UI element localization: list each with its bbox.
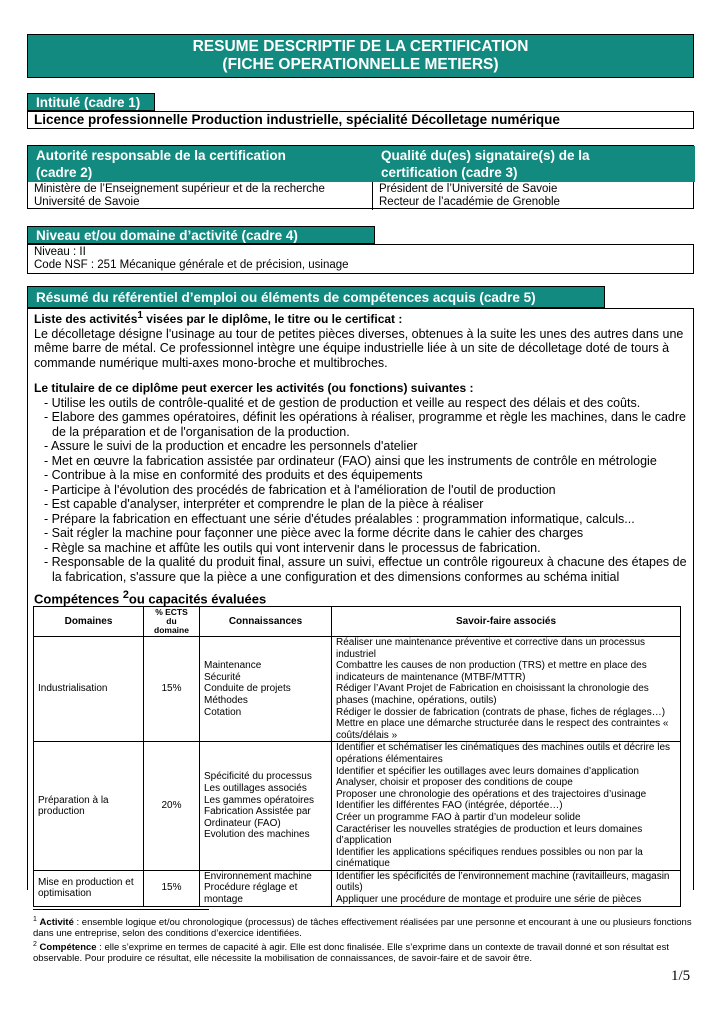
- connaissance-item: Spécificité du processus: [204, 771, 312, 783]
- cadre3-line: Recteur de l’académie de Grenoble: [379, 196, 560, 208]
- footnote-2: [33, 939, 694, 964]
- connaissance-item: Evolution des machines: [204, 829, 310, 841]
- connaissance-item: Méthodes: [204, 694, 248, 706]
- connaissance-item: Cotation: [204, 706, 242, 718]
- header-connaissances: Connaissances: [200, 607, 332, 637]
- cadre2-heading-line2: (cadre 2): [36, 165, 93, 180]
- function-item: - Utilise les outils de contrôle-qualité et de gestion de production et veille au respect des délais et des coûts.: [44, 395, 641, 410]
- functions-lead: Le titulaire de ce diplôme peut exercer les activités (ou fonctions) suivantes :: [34, 381, 474, 395]
- connaissances-cell: [200, 637, 332, 742]
- function-item: - Responsable de la qualité du produit final, assure un suivi, effectue un contrôle rigoureux à chacune des étapes de la fabrication, s'assure que la pièce a une configuration et des dimensions conformes au schéma initial: [44, 555, 687, 584]
- connaissances-cell: [200, 870, 332, 906]
- savoir-faire-item: Réaliser une maintenance préventive et corrective dans un processus industriel: [336, 637, 646, 660]
- footnote-1-text: : ensemble logique et/ou chronologique (processus) de tâches effectivement réalisées par une personne et encourant à une ou plusieurs fonctions dans une entreprise, selon des conditions d’exercice identifiées.: [33, 917, 692, 940]
- function-item: - Assure le suivi de la production et encadre les personnels d'atelier: [44, 439, 418, 453]
- competences-title: [34, 589, 266, 606]
- activities-intro: [34, 309, 689, 370]
- savoir-faire-item: Rédiger l’Avant Projet de Fabrication en choisissant la chronologie des phases (machine, opérations, outils): [336, 683, 649, 706]
- function-item: - Prépare la fabrication en effectuant une série d'études préalables : programmation informatique, calculs...: [44, 511, 635, 526]
- cadre5-heading: Résumé du référentiel d’emploi ou éléments de compétences acquis (cadre 5): [27, 286, 605, 308]
- savoir-faire-item: Rédiger le dossier de fabrication (contrats de phase, fiches de réglages…): [336, 706, 666, 718]
- footnote-2-text: : elle s’exprime en termes de capacité à agir. Elle est donc finalisée. Elle s’exprime dans un contexte de travail donné et son résultat est observable. Pour produire ce résultat, elle nécessite la mobilisation de connaissances, de savoir-faire et de savoir être.: [33, 942, 669, 965]
- document-title: [27, 34, 694, 78]
- activities-lead-text: Liste des activités: [34, 312, 138, 326]
- savoir-faire-item: Créer un programme FAO à partir d’un modeleur solide: [336, 811, 581, 823]
- connaissance-item: Procédure réglage et montage: [204, 882, 298, 906]
- savoir-faire-item: Caractériser les nouvelles stratégies de production et leurs domaines d’application: [336, 823, 643, 847]
- function-item: - Contribue à la mise en conformité des produits et des équipements: [44, 468, 423, 482]
- activities-lead: [34, 309, 689, 327]
- function-item: - Elabore des gammes opératoires, définit les opérations à réaliser, programme et règle les machines, dans le cadre de la préparation et de l'organisation de la production.: [44, 410, 686, 439]
- title-line-1: RESUME DESCRIPTIF DE LA CERTIFICATION: [192, 38, 529, 55]
- savoir-faire-cell: [332, 637, 681, 742]
- competences-table: [33, 606, 681, 907]
- domaine-cell: Mise en production et optimisation: [34, 870, 144, 906]
- connaissance-item: Fabrication Assistée par Ordinateur (FAO): [204, 806, 311, 829]
- function-item: - Participe à l'évolution des procédés de fabrication et à l'amélioration de l'outil de production: [44, 482, 556, 497]
- function-item: - Est capable d'analyser, interpréter et comprendre le plan de la pièce à réaliser: [44, 497, 484, 511]
- header-savoir-faire: Savoir-faire associés: [332, 607, 681, 637]
- ects-cell: 20%: [144, 742, 200, 871]
- connaissance-item: Les outillages associés: [204, 782, 307, 794]
- certification-title: Licence professionnelle Production industrielle, spécialité Décolletage numérique: [27, 111, 694, 129]
- cadre3-line: Président de l’Université de Savoie: [379, 183, 558, 195]
- ects-cell: 15%: [144, 870, 200, 906]
- footnote-ref-1: 1: [137, 310, 143, 321]
- cadre3-body: [373, 182, 695, 210]
- cadre3-heading-line1: Qualité du(es) signataire(s) de la: [381, 148, 590, 163]
- connaissance-item: Conduite de projets: [204, 683, 291, 695]
- footnote-ref-2: 2: [122, 589, 129, 601]
- footnote-2-number: 2: [33, 941, 37, 949]
- activities-lead-text-end: visées par le diplôme, le titre ou le certificat :: [142, 312, 403, 326]
- cadre2-heading-line1: Autorité responsable de la certification: [36, 148, 286, 163]
- savoir-faire-item: Identifier et spécifier les outillages avec leurs domaines d’application: [336, 765, 639, 777]
- domaine-cell: Industrialisation: [34, 637, 144, 742]
- savoir-faire-item: Combattre les causes de non production (TRS) et mettre en place des indicateurs de maintenance (MTBF/MTTR): [336, 660, 647, 683]
- competences-title-text: Compétences: [34, 591, 123, 607]
- savoir-faire-cell: [332, 870, 681, 906]
- cadre4-heading: Niveau et/ou domaine d’activité (cadre 4): [27, 226, 375, 244]
- header-domaines: Domaines: [34, 607, 144, 637]
- savoir-faire-item: Proposer une chronologie des opérations et des trajectoires d’usinage: [336, 788, 647, 800]
- footnotes: [33, 914, 694, 964]
- function-item: - Règle sa machine et affûte les outils qui vont intervenir dans le processus de fabrication.: [44, 540, 541, 555]
- cadre2-line: Ministère de l’Enseignement supérieur et de la recherche: [34, 183, 325, 195]
- connaissances-cell: [200, 742, 332, 871]
- footnote-2-term: Compétence: [39, 942, 97, 954]
- cadre4-body: [27, 244, 694, 274]
- cadre3-heading: [373, 146, 695, 182]
- cadre2-line: Université de Savoie: [34, 196, 140, 208]
- table-header-row: [34, 607, 681, 637]
- function-item: - Met en œuvre la fabrication assistée par ordinateur (FAO) ainsi que les instruments de contrôle en métrologie: [44, 453, 657, 468]
- footnote-separator: [33, 909, 209, 910]
- connaissance-item: Maintenance: [204, 660, 262, 672]
- header-ects: [144, 607, 200, 637]
- savoir-faire-item: Identifier et schématiser les cinématiques des machines outils et décrire les opérations élémentaires: [336, 742, 671, 765]
- savoir-faire-item: Mettre en place une démarche structurée dans le respect des contraintes « coûts/délais »: [336, 718, 669, 741]
- competences-title-text-end: ou capacités évaluées: [128, 591, 267, 607]
- cadre1-heading: Intitulé (cadre 1): [27, 93, 155, 111]
- cadre3-heading-line2: certification (cadre 3): [381, 165, 518, 180]
- savoir-faire-item: Identifier les applications spécifiques rendues possibles ou non par la cinématique: [336, 846, 643, 870]
- savoir-faire-item: Identifier les spécificités de l’environnement machine (ravitailleurs, magasin outils): [336, 870, 670, 894]
- ects-cell: 15%: [144, 637, 200, 742]
- table-row: [34, 637, 681, 742]
- domaine-cell: Préparation à la production: [34, 742, 144, 871]
- savoir-faire-item: Identifier les différentes FAO (intégrée, déportée…): [336, 800, 563, 812]
- cadre2-3-table: [27, 145, 694, 209]
- function-item: - Sait régler la machine pour façonner une pièce avec la forme décrite dans le cahier des charges: [44, 526, 584, 540]
- savoir-faire-item: Appliquer une procédure de montage et produire une série de pièces: [336, 894, 642, 906]
- table-row: [34, 742, 681, 871]
- footnote-1-term: Activité: [39, 917, 74, 929]
- cadre2-heading: [28, 146, 373, 182]
- title-line-2: (FICHE OPERATIONNELLE METIERS): [222, 56, 499, 73]
- header-ects-line: % ECTS: [155, 607, 188, 617]
- header-ects-line: domaine: [154, 625, 189, 635]
- cadre2-body: [28, 182, 373, 210]
- header-ects-line: du: [166, 616, 177, 626]
- savoir-faire-cell: [332, 742, 681, 871]
- connaissance-item: Les gammes opératoires: [204, 794, 315, 806]
- savoir-faire-item: Analyser, choisir et proposer des conditions de coupe: [336, 777, 573, 789]
- niveau: Niveau : II: [34, 246, 86, 258]
- table-row: [34, 870, 681, 906]
- page-number: 1/5: [671, 968, 691, 984]
- functions-list: [34, 396, 689, 585]
- footnote-1: [33, 914, 694, 939]
- footnote-1-number: 1: [33, 916, 37, 923]
- cadre5-body: [27, 308, 694, 906]
- connaissance-item: Environnement machine: [204, 870, 312, 882]
- code-nsf: Code NSF : 251 Mécanique générale et de précision, usinage: [34, 259, 349, 271]
- intro-paragraph: Le décolletage désigne l'usinage au tour de petites pièces diverses, obtenues à la suite les unes des autres dans une même barre de métal. Ce professionnel intègre une équipe industrielle liée à un site de décolletage doté de tours à commande numérique multi-axes mono-broche et multibroches.: [34, 326, 684, 370]
- functions-section: [34, 381, 689, 584]
- connaissance-item: Sécurité: [204, 671, 241, 683]
